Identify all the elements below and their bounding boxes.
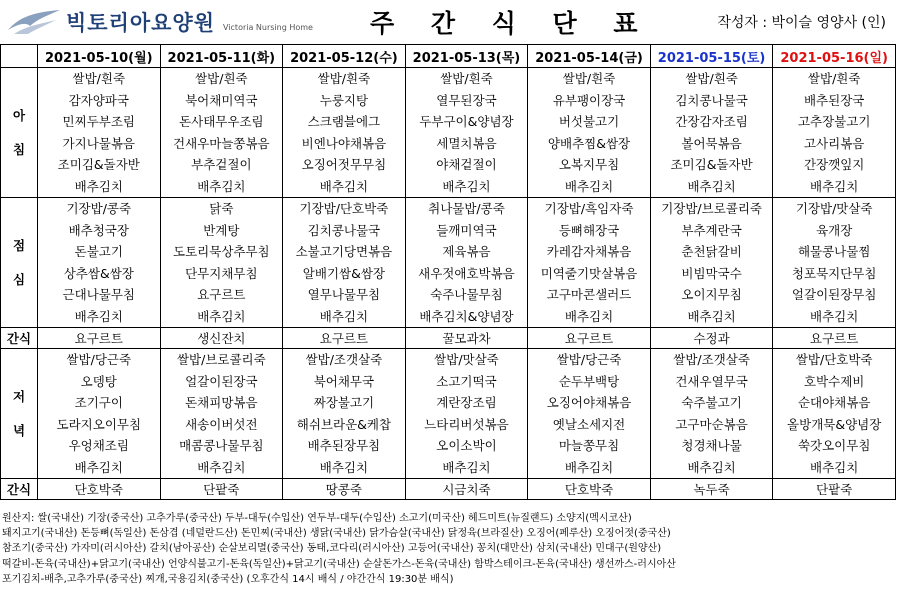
menu-item: 쌀밥/흰죽: [685, 71, 738, 86]
origin-notes: [2, 511, 676, 587]
menu-item: 돈불고기: [74, 244, 123, 259]
menu-item: 해물콩나물찜: [797, 244, 871, 259]
menu-item: 배추김치: [197, 459, 246, 475]
snack-row-snack_night: [1, 479, 896, 500]
menu-item: 김치콩나물국: [675, 92, 748, 108]
menu-item: 배추청국장: [68, 222, 129, 238]
menu-cell: [38, 349, 161, 479]
menu-item: 조기구이: [74, 395, 123, 410]
menu-item: 쌀밥/흰죽: [195, 71, 248, 86]
menu-item: 배추김치: [319, 178, 369, 194]
menu-item: 돈사태무우조림: [179, 114, 264, 129]
menu-item: 고사리볶음: [803, 135, 865, 151]
menu-cell: [283, 68, 406, 198]
menu-item: 쌀밥/당근죽: [556, 352, 622, 367]
menu-cell: [650, 68, 773, 198]
menu-item: 배추김치: [442, 459, 491, 475]
menu-item: 근대나물무침: [62, 287, 135, 302]
menu-cell: [160, 349, 283, 479]
menu-item: 배추김치&양념장: [419, 308, 514, 324]
menu-item: 오이소박이: [436, 438, 497, 453]
origin-note-line: 참조기(중국산) 가자미(러시아산) 갈치(남아공산) 순살보리멸(중국산) 동태,코다리(러시아산) 고등어(국내산) 꽁치(대만산) 삼치(국내산) 민대구(원양산): [2, 543, 662, 555]
origin-note-line: 돼지고기(국내산) 돈등뼈(독일산) 돈삼겹 (네덜란드산) 돈민찌(국내산) 생닭(국내산) 닭가슴살(국내산) 닭정육(브라질산) 오징어(페루산) 오징어젓(중국산): [2, 528, 671, 540]
meal-label: [1, 68, 38, 198]
menu-item: 누룽지탕: [319, 92, 369, 108]
menu-item: 배추김치: [564, 308, 614, 324]
menu-item: 해쉬브라운&케찹: [296, 416, 392, 432]
snack-cell: 요구르트: [528, 328, 651, 349]
menu-item: 배추김치: [74, 178, 123, 194]
menu-item: 계란장조림: [436, 395, 497, 410]
menu-item: 배추김치: [810, 308, 859, 324]
menu-item: 세멸치볶음: [436, 135, 497, 151]
menu-item: 등뼈해장국: [558, 222, 620, 238]
corner-cell: [1, 45, 38, 68]
menu-item: 조미김&돌자반: [57, 157, 140, 172]
snack-cell: 단팥죽: [160, 479, 283, 500]
date-header: 2021-05-12(수): [283, 45, 406, 68]
snack-cell: 요구르트: [773, 328, 896, 349]
menu-item: 육개장: [816, 222, 853, 238]
menu-item: 올방개묵&양념장: [787, 416, 882, 432]
menu-item: 쌀밥/브로콜리죽: [176, 352, 266, 367]
meal-label-char: 심: [12, 271, 26, 287]
origin-note-line: 원산지: 쌀(국내산) 기장(중국산) 고추가루(중국산) 두부-대두(수입산) 연두부-대두(수입산) 소고기(미국산) 헤드미트(뉴질랜드) 소양지(멕시코산): [2, 513, 632, 524]
menu-cell: [38, 198, 161, 328]
menu-item: 건새우마늘쫑볶음: [173, 135, 270, 151]
menu-item: 조미김&돌자반: [670, 157, 753, 172]
menu-cell: [283, 349, 406, 479]
menu-item: 배추된장국: [803, 92, 865, 108]
menu-cell: [38, 68, 161, 198]
menu-item: 얼갈이된장무침: [791, 287, 877, 302]
date-header: 2021-05-16(일): [773, 45, 896, 68]
snack-cell: 녹두죽: [650, 479, 773, 500]
menu-item: 건새우열무국: [675, 373, 748, 389]
menu-item: 도토리묵상추무침: [173, 244, 270, 259]
menu-item: 배추김치: [197, 308, 246, 324]
menu-item: 쌀밥/흰죽: [562, 71, 616, 86]
menu-cell: [650, 198, 773, 328]
menu-item: 우엉채조림: [68, 438, 129, 453]
menu-item: 쑥갓오이무침: [797, 438, 871, 453]
menu-item: 순두부백탕: [558, 373, 620, 389]
menu-item: 열무된장국: [436, 92, 497, 108]
menu-item: 숙주불고기: [681, 395, 742, 410]
menu-item: 북어채미역국: [185, 92, 258, 108]
snack-cell: 단호박죽: [38, 479, 161, 500]
date-header: 2021-05-10(월): [38, 45, 161, 68]
menu-item: 기장밥/흑임자죽: [544, 201, 634, 216]
menu-item: 배추김치: [74, 308, 123, 324]
menu-item: 두부구이&양념장: [419, 114, 514, 129]
snack-cell: 요구르트: [38, 328, 161, 349]
menu-item: 취나물밥/콩죽: [428, 201, 505, 216]
menu-item: 김치콩나물국: [307, 222, 381, 238]
menu-item: 쌀밥/흰죽: [807, 71, 861, 86]
menu-item: 야채겉절이: [436, 157, 497, 172]
snack-cell: 요구르트: [283, 328, 406, 349]
menu-cell: [405, 198, 528, 328]
meal-row-lunch: [1, 198, 896, 328]
menu-item: 춘천닭갈비: [681, 244, 742, 259]
meal-row-breakfast: [1, 68, 896, 198]
menu-item: 오이지무침: [681, 287, 742, 302]
menu-item: 배추김치: [564, 459, 614, 475]
menu-cell: [773, 68, 896, 198]
menu-item: 쌀밥/당근죽: [66, 352, 132, 367]
menu-item: 쌀밥/조갯살죽: [305, 352, 383, 367]
snack-cell: 단호박죽: [528, 479, 651, 500]
menu-item: 숙주나물무침: [430, 287, 503, 302]
menu-item: 유부팽이장국: [552, 92, 626, 108]
menu-item: 짜장불고기: [313, 395, 375, 410]
menu-item: 양배추찜&쌈장: [547, 135, 631, 151]
menu-item: 비엔나야채볶음: [301, 135, 387, 151]
origin-note-line: 떡갈비-돈육(국내산)+닭고기(국내산) 언양식불고기-돈육(독일산)+닭고기(국내산) 순살돈가스-돈육(국내산) 함박스테이크-돈육(국내산) 생선까스-러시아산: [2, 558, 676, 570]
menu-item: 쌀밥/조갯살죽: [673, 352, 750, 367]
menu-item: 배추김치: [319, 308, 369, 324]
snack-cell: 생신잔치: [160, 328, 283, 349]
snack-label: 간식: [1, 328, 38, 349]
menu-item: 들깨미역국: [436, 222, 497, 238]
menu-item: 부추계란국: [681, 222, 742, 238]
menu-cell: [160, 68, 283, 198]
menu-item: 기장밥/맛살죽: [795, 201, 873, 216]
snack-row-snack_pm: [1, 328, 896, 349]
menu-item: 배추김치: [197, 178, 246, 194]
menu-cell: [283, 198, 406, 328]
menu-item: 간장감자조림: [675, 114, 748, 129]
page-title: 주 간 식 단 표: [370, 9, 652, 38]
menu-item: 반계탕: [203, 222, 240, 238]
menu-item: 배추김치: [319, 459, 369, 475]
menu-cell: [405, 349, 528, 479]
meal-label-char: 아: [12, 107, 26, 123]
menu-cell: [773, 349, 896, 479]
menu-item: 청포묵지단무침: [791, 265, 877, 281]
menu-item: 알배기쌈&쌈장: [302, 265, 385, 281]
menu-item: 배추김치: [687, 308, 736, 324]
snack-cell: 수정과: [650, 328, 773, 349]
logo: [6, 6, 313, 38]
menu-item: 부추겉절이: [191, 157, 252, 172]
menu-item: 옛날소세지전: [552, 416, 626, 432]
menu-item: 배추김치: [810, 178, 859, 194]
meal-row-dinner: [1, 349, 896, 479]
date-header: 2021-05-15(토): [650, 45, 773, 68]
menu-item: 쌀밥/흰죽: [317, 71, 371, 86]
menu-item: 버섯불고기: [558, 114, 620, 129]
menu-item: 민찌두부조림: [62, 114, 135, 129]
weekly-menu-table: [0, 44, 896, 500]
menu-item: 소고기떡국: [436, 373, 497, 389]
menu-cell: [405, 68, 528, 198]
logo-bird-icon: [6, 6, 62, 38]
menu-item: 배추김치: [687, 459, 736, 475]
snack-cell: 땅콩죽: [283, 479, 406, 500]
menu-item: 호박수제비: [803, 373, 865, 389]
menu-item: 요구르트: [197, 287, 246, 302]
menu-item: 북어채무국: [313, 373, 375, 389]
snack-cell: 단팥죽: [773, 479, 896, 500]
menu-cell: [528, 68, 651, 198]
menu-item: 쌀밥/흰죽: [440, 71, 493, 86]
menu-item: 소불고기당면볶음: [295, 244, 393, 259]
menu-cell: [160, 198, 283, 328]
menu-item: 마늘쫑무침: [558, 438, 620, 453]
menu-item: 매콤콩나물무침: [179, 438, 264, 453]
menu-item: 미역줄기맛살볶음: [540, 265, 638, 281]
menu-item: 기장밥/단호박죽: [299, 201, 389, 216]
menu-item: 오징어젓무무침: [301, 157, 387, 172]
menu-cell: [528, 198, 651, 328]
date-header: 2021-05-11(화): [160, 45, 283, 68]
menu-item: 새송이버섯전: [185, 416, 258, 432]
menu-item: 배추김치: [74, 459, 123, 475]
menu-item: 닭죽: [209, 201, 234, 216]
menu-item: 배추김치: [442, 178, 491, 194]
menu-item: 고구마콘샐러드: [546, 287, 632, 302]
menu-item: 기장밥/콩죽: [66, 201, 132, 216]
menu-item: 볼어묵볶음: [681, 135, 742, 151]
menu-cell: [773, 198, 896, 328]
page-header: [0, 0, 898, 44]
date-header: 2021-05-13(목): [405, 45, 528, 68]
meal-label-char: 저: [12, 388, 26, 404]
menu-item: 느타리버섯볶음: [424, 416, 509, 432]
menu-item: 오징어야채볶음: [546, 395, 632, 410]
snack-cell: 시금치죽: [405, 479, 528, 500]
meal-label-char: 침: [12, 141, 26, 157]
menu-item: 비빔막국수: [681, 265, 742, 281]
menu-item: 간장깻잎지: [803, 157, 865, 172]
menu-item: 얼갈이된장국: [185, 373, 258, 389]
date-header: 2021-05-14(금): [528, 45, 651, 68]
menu-item: 스크램블에그: [307, 114, 381, 129]
menu-item: 상추쌈&쌈장: [63, 265, 134, 281]
meal-label: [1, 198, 38, 328]
menu-item: 고구마순볶음: [675, 416, 748, 432]
menu-item: 카레감자채볶음: [546, 244, 632, 259]
menu-cell: [650, 349, 773, 479]
menu-cell: [528, 349, 651, 479]
menu-item: 제육볶음: [442, 244, 491, 259]
origin-note-line: 포기김치-배추,고추가루(중국산) 찌개,국용김치(중국산) (오후간식 14시 배식 / 야간간식 19:30분 배식): [2, 573, 454, 585]
menu-item: 쌀밥/흰죽: [72, 71, 126, 86]
menu-item: 기장밥/브로콜리죽: [661, 201, 762, 216]
menu-item: 단무지채무침: [185, 265, 258, 281]
menu-item: 가지나물볶음: [62, 135, 135, 151]
menu-item: 새우젓애호박볶음: [418, 265, 515, 281]
menu-item: 배추김치: [564, 178, 614, 194]
menu-item: 청경채나물: [681, 438, 742, 453]
snack-label: 간식: [1, 479, 38, 500]
menu-item: 고추장불고기: [797, 114, 871, 129]
author: 작성자 : 박이슬 영양사 (인): [717, 15, 886, 31]
menu-item: 오복지무침: [558, 157, 620, 172]
menu-item: 쌀밥/맛살죽: [434, 352, 499, 367]
logo-text: 빅토리아요양원: [66, 11, 216, 35]
meal-label: [1, 349, 38, 479]
menu-item: 돈채피망볶음: [185, 395, 258, 410]
menu-item: 쌀밥/단호박죽: [795, 352, 873, 367]
menu-item: 순대야채볶음: [797, 395, 871, 410]
menu-item: 열무나물무침: [307, 287, 381, 302]
menu-item: 도라지오이무침: [56, 416, 142, 432]
meal-label-char: 녁: [12, 422, 26, 438]
menu-item: 배추김치: [810, 459, 859, 475]
menu-item: 감자양파국: [68, 92, 129, 108]
date-header-row: [1, 45, 896, 68]
menu-item: 배추김치: [687, 178, 736, 194]
snack-cell: 꿀모과차: [405, 328, 528, 349]
logo-subtext: Victoria Nursing Home: [223, 23, 313, 32]
menu-item: 오뎅탕: [80, 373, 117, 389]
meal-label-char: 점: [12, 237, 26, 253]
menu-item: 배추된장무침: [307, 438, 381, 453]
